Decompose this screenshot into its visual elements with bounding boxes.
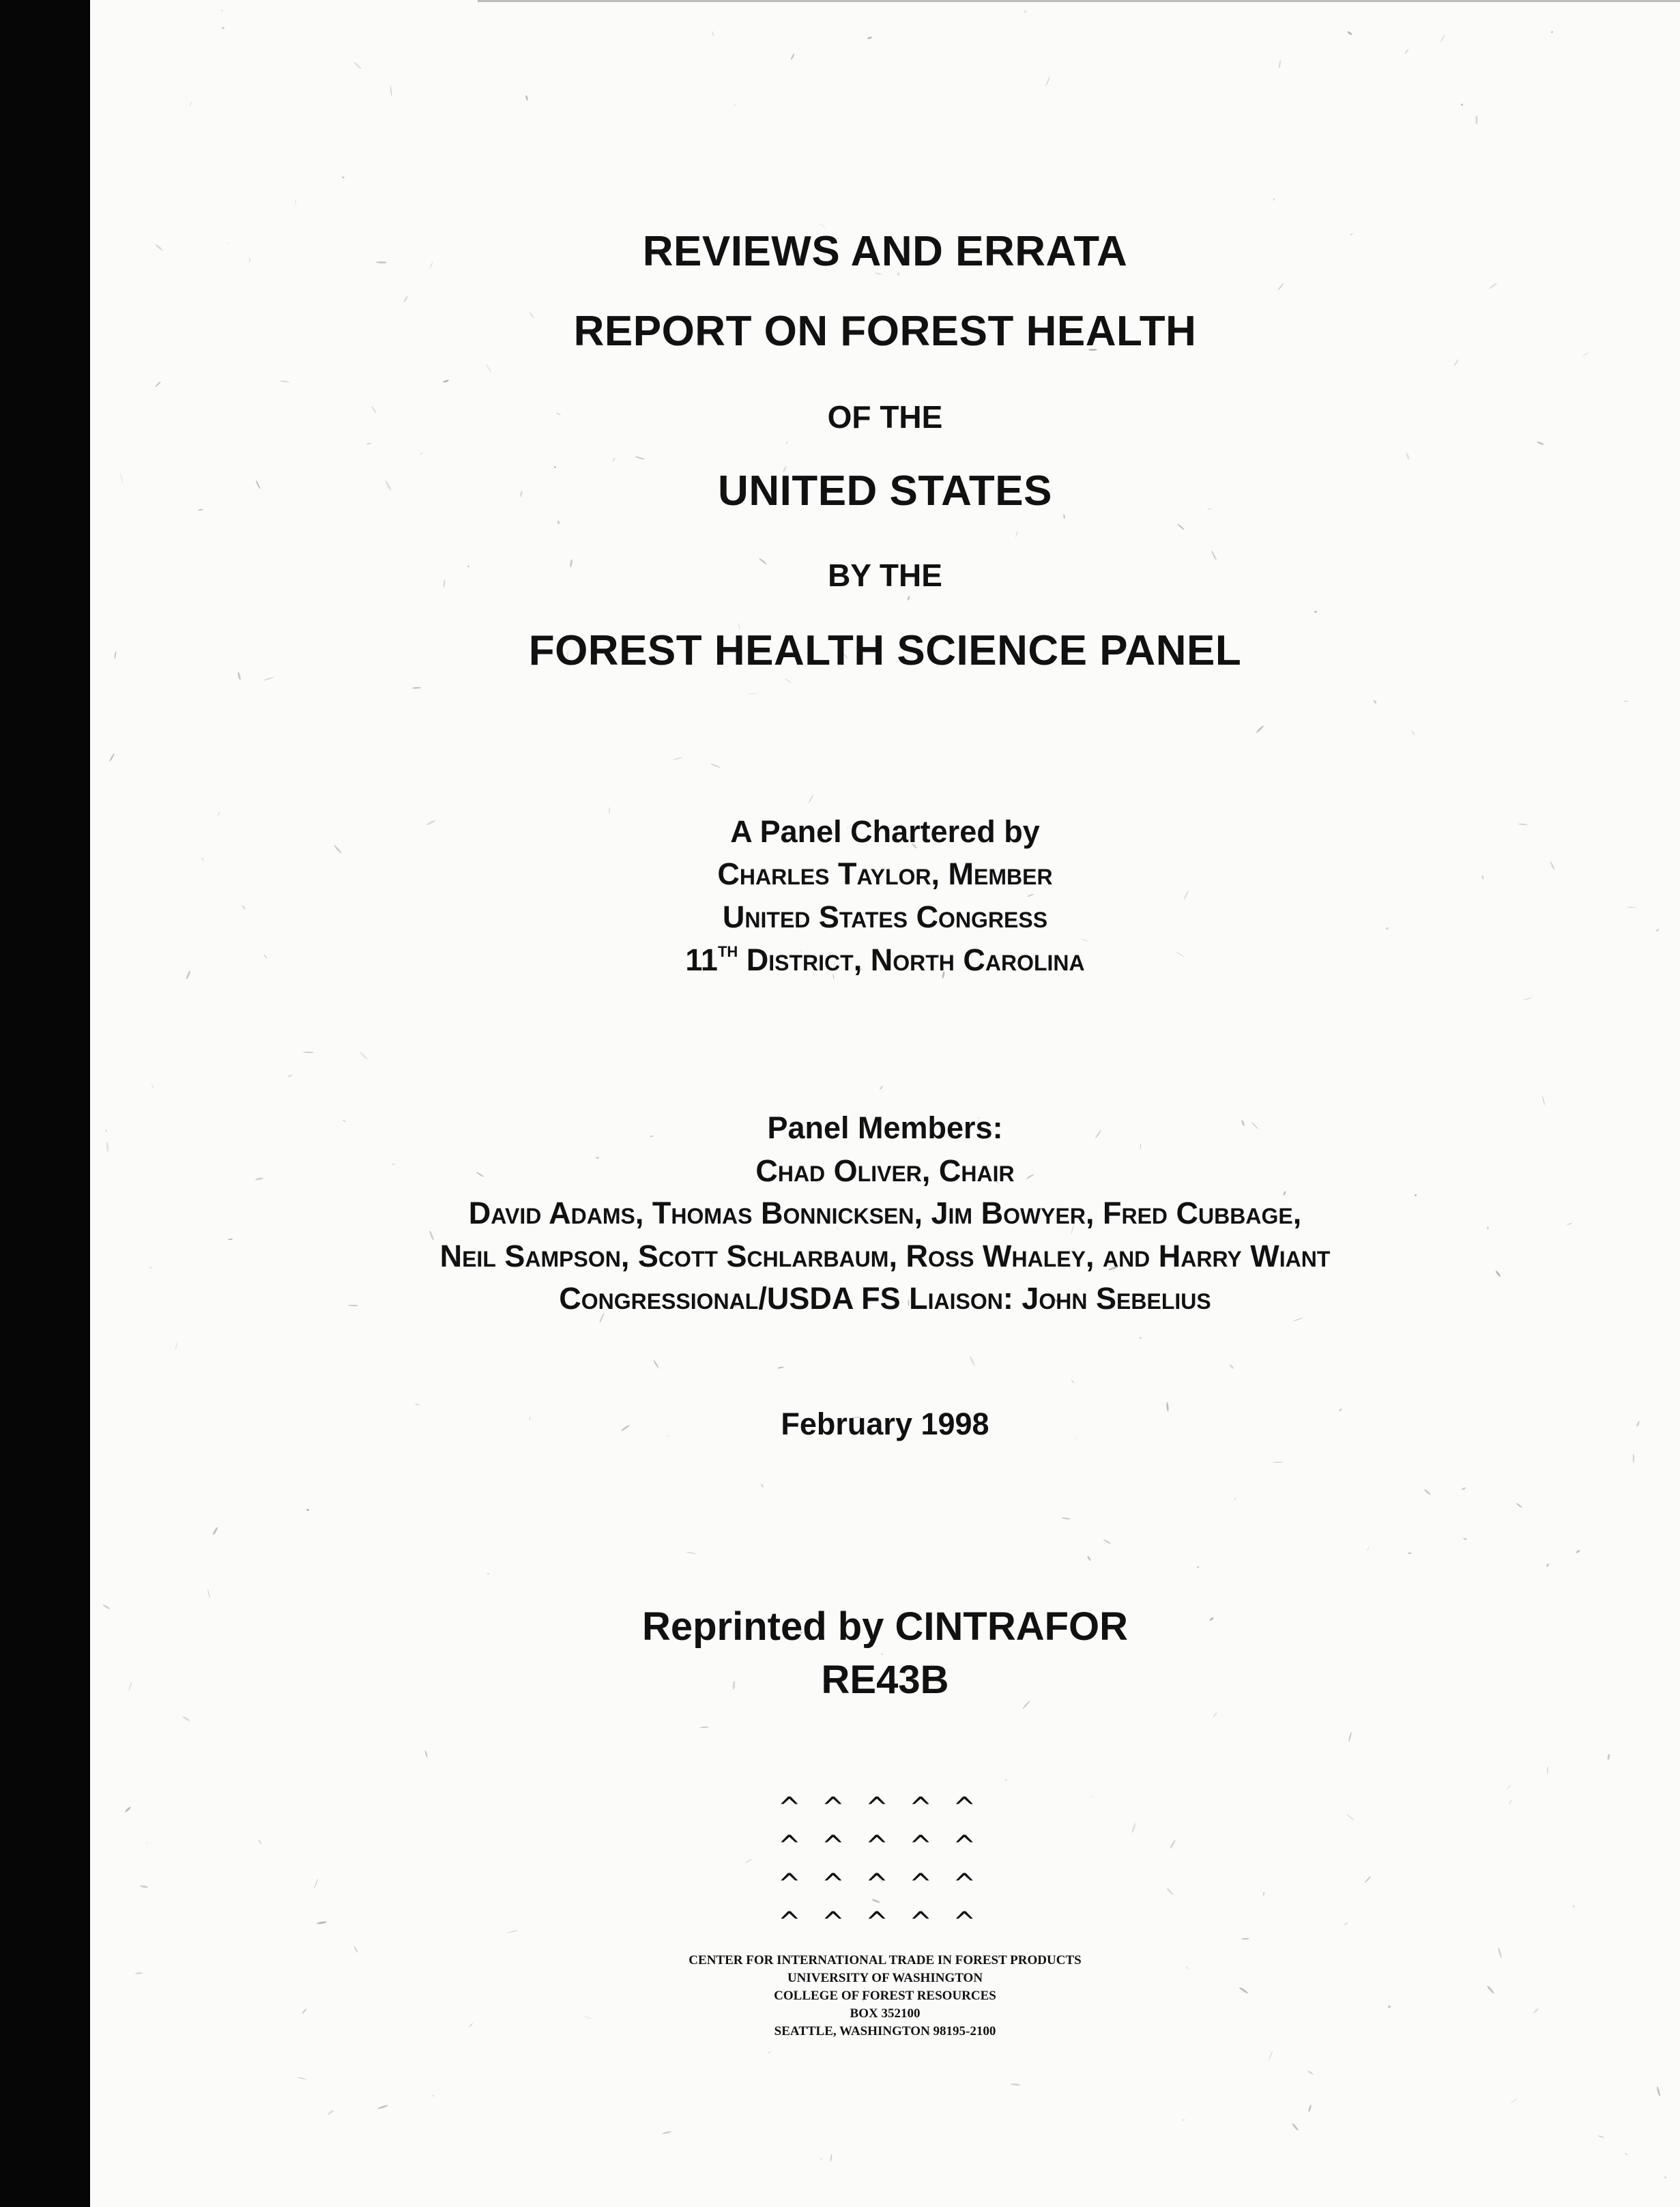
address-line-2: UNIVERSITY OF WASHINGTON xyxy=(787,1971,983,1985)
paper-speck xyxy=(1664,2176,1666,2178)
paper-speck xyxy=(1507,1785,1511,1790)
paper-speck xyxy=(303,1052,314,1054)
paper-speck xyxy=(432,2094,435,2096)
paper-speck xyxy=(710,763,721,768)
reprint-line-1: Reprinted by CINTRAFOR xyxy=(641,1604,1129,1649)
paper-speck xyxy=(790,53,795,61)
address-line-3: COLLEGE OF FOREST RESOURCES xyxy=(774,1989,996,2003)
address-line-4: BOX 352100 xyxy=(850,2006,921,2021)
paper-speck xyxy=(507,1930,518,1933)
paper-speck xyxy=(1411,730,1415,736)
charter-district xyxy=(90,942,1680,978)
paper-speck xyxy=(1213,1712,1217,1718)
paper-speck xyxy=(403,295,408,303)
paper-speck xyxy=(808,794,813,804)
paper-speck xyxy=(1229,1364,1234,1370)
paper-speck xyxy=(1140,1337,1142,1340)
paper-speck xyxy=(1024,10,1026,12)
paper-speck xyxy=(1169,1839,1176,1849)
paper-speck xyxy=(1344,1922,1348,1925)
paper-speck xyxy=(295,199,296,205)
caret-mark: ^ xyxy=(909,1907,932,1938)
district-suffix: TH xyxy=(717,943,738,960)
publication-date: February 1998 xyxy=(781,1407,989,1441)
paper-speck xyxy=(820,2158,822,2160)
paper-speck xyxy=(1279,59,1281,68)
paper-speck xyxy=(360,1052,368,1061)
title-line-3: OF THE xyxy=(827,399,943,435)
caret-mark: ^ xyxy=(865,1907,888,1938)
paper-speck xyxy=(1062,1517,1071,1520)
logo-row xyxy=(778,1792,976,1830)
paper-speck xyxy=(1291,2122,1299,2131)
paper-speck xyxy=(1406,452,1410,459)
paper-speck xyxy=(1027,893,1034,897)
paper-speck xyxy=(1542,1096,1545,1106)
paper-speck xyxy=(1460,103,1463,106)
paper-speck xyxy=(182,1716,190,1722)
paper-speck xyxy=(1277,283,1284,291)
paper-speck xyxy=(1408,1553,1412,1554)
address-line-5: SEATTLE, WASHINGTON 98195-2100 xyxy=(774,2024,996,2038)
panel-heading: Panel Members: xyxy=(767,1110,1003,1145)
title-line-4: UNITED STATES xyxy=(718,467,1052,515)
paper-speck xyxy=(314,1879,319,1889)
paper-speck xyxy=(907,596,910,601)
paper-speck xyxy=(1511,2098,1518,2103)
paper-speck xyxy=(830,2154,832,2162)
paper-speck xyxy=(221,10,223,12)
paper-speck xyxy=(146,1842,148,1844)
panel-chair: Chad Oliver, Chair xyxy=(755,1153,1015,1188)
paper-speck xyxy=(673,757,683,760)
paper-speck xyxy=(1404,49,1408,55)
caret-mark: ^ xyxy=(778,1830,801,1862)
paper-speck xyxy=(880,1086,884,1091)
paper-speck xyxy=(366,443,371,445)
paper-speck xyxy=(1256,725,1264,734)
paper-speck xyxy=(1197,1566,1199,1568)
caret-mark: ^ xyxy=(865,1792,888,1823)
paper-speck xyxy=(1576,1549,1581,1553)
paper-speck xyxy=(1177,523,1185,530)
paper-speck xyxy=(1103,1539,1111,1544)
paper-speck xyxy=(485,363,491,373)
paper-speck xyxy=(1045,76,1050,86)
paper-speck xyxy=(1347,31,1352,35)
paper-speck xyxy=(1462,1487,1466,1490)
paper-speck xyxy=(653,1359,659,1369)
cintrafor-logo xyxy=(778,1792,996,1945)
caret-mark: ^ xyxy=(778,1869,801,1900)
paper-speck xyxy=(1547,1766,1548,1774)
paper-speck xyxy=(1307,2105,1312,2112)
paper-speck xyxy=(1508,1799,1513,1806)
paper-speck xyxy=(1537,441,1544,446)
paper-speck xyxy=(881,1653,884,1656)
paper-speck xyxy=(1423,1489,1431,1496)
paper-speck xyxy=(1092,1795,1094,1797)
paper-speck xyxy=(777,1366,784,1369)
paper-speck xyxy=(207,1589,210,1599)
caret-mark: ^ xyxy=(865,1869,888,1900)
paper-speck xyxy=(557,521,560,525)
paper-speck xyxy=(867,36,873,40)
paper-speck xyxy=(1004,1779,1008,1781)
paper-speck xyxy=(969,1356,976,1367)
paper-speck xyxy=(222,27,225,29)
paper-speck xyxy=(155,381,161,387)
title-line-6: FOREST HEALTH SCIENCE PANEL xyxy=(528,627,1242,674)
paper-speck xyxy=(1166,1888,1174,1896)
scan-binding-edge xyxy=(0,0,90,2207)
paper-speck xyxy=(140,1885,148,1888)
address-line-1: CENTER FOR INTERNATIONAL TRADE IN FOREST PRODUCTS xyxy=(689,1953,1082,1967)
paper-speck xyxy=(712,31,714,37)
caret-mark: ^ xyxy=(953,1869,976,1900)
panel-members-line-2: Neil Sampson, Scott Schlarbaum, Ross Whaley, and Harry Wiant xyxy=(439,1239,1331,1273)
paper-speck xyxy=(175,1342,178,1350)
paper-speck xyxy=(1454,359,1459,366)
paper-speck xyxy=(1011,2083,1020,2086)
caret-mark: ^ xyxy=(953,1907,976,1938)
district-text: District, North Carolina xyxy=(738,942,1085,977)
paper-speck xyxy=(415,1403,420,1405)
paper-speck xyxy=(748,693,759,694)
charter-body: United States Congress xyxy=(722,899,1048,934)
title-line-5: BY THE xyxy=(828,558,942,593)
paper-speck xyxy=(744,1858,752,1864)
caret-mark: ^ xyxy=(822,1792,845,1823)
paper-speck xyxy=(1015,531,1018,538)
paper-speck xyxy=(686,1552,696,1554)
paper-speck xyxy=(1572,1905,1574,1908)
paper-speck xyxy=(1516,1503,1523,1509)
reprint-code: RE43B xyxy=(821,1658,949,1702)
paper-speck xyxy=(1623,701,1628,702)
scan-top-edge xyxy=(478,0,1680,2)
paper-speck xyxy=(420,452,423,455)
paper-speck xyxy=(1234,1497,1236,1500)
paper-speck xyxy=(1314,611,1317,614)
paper-speck xyxy=(1551,31,1553,33)
paper-speck xyxy=(700,1727,709,1729)
paper-speck xyxy=(109,753,115,762)
paper-speck xyxy=(1292,1317,1303,1321)
caret-mark: ^ xyxy=(909,1830,932,1862)
paper-speck xyxy=(1476,115,1478,125)
logo-row xyxy=(778,1869,976,1907)
caret-mark: ^ xyxy=(953,1792,976,1823)
paper-speck xyxy=(317,1921,327,1924)
paper-speck xyxy=(1489,283,1498,289)
paper-speck xyxy=(487,1573,489,1574)
paper-speck xyxy=(1364,1876,1371,1884)
paper-speck xyxy=(1373,699,1377,704)
caret-mark: ^ xyxy=(909,1792,932,1823)
caret-mark: ^ xyxy=(953,1830,976,1862)
paper-speck xyxy=(212,1527,218,1535)
paper-speck xyxy=(1523,997,1533,1000)
paper-speck xyxy=(287,1074,293,1078)
paper-speck xyxy=(1071,1380,1074,1383)
paper-speck xyxy=(635,456,645,460)
paper-speck xyxy=(306,1509,309,1511)
paper-speck xyxy=(1307,2071,1314,2075)
paper-speck xyxy=(612,457,615,462)
paper-speck xyxy=(1633,1454,1634,1463)
paper-speck xyxy=(1598,2135,1604,2138)
caret-mark: ^ xyxy=(865,1830,888,1862)
paper-speck xyxy=(1656,2086,1661,2096)
paper-speck xyxy=(1081,938,1088,942)
paper-speck xyxy=(258,1839,262,1845)
paper-speck xyxy=(342,176,345,179)
paper-speck xyxy=(390,85,392,96)
paper-speck xyxy=(1263,1892,1265,1896)
paper-speck xyxy=(412,687,421,689)
paper-speck xyxy=(189,101,192,107)
paper-speck xyxy=(151,1084,154,1088)
district-number: 11 xyxy=(685,942,718,977)
paper-speck xyxy=(124,1806,131,1813)
paper-speck xyxy=(443,379,449,384)
paper-speck xyxy=(377,2105,388,2110)
paper-speck xyxy=(786,441,787,444)
paper-speck xyxy=(424,1750,428,1757)
caret-mark: ^ xyxy=(778,1792,801,1823)
paper-speck xyxy=(263,676,274,680)
caret-mark: ^ xyxy=(909,1869,932,1900)
caret-mark: ^ xyxy=(822,1830,845,1862)
caret-mark: ^ xyxy=(822,1907,845,1938)
paper-speck xyxy=(1440,34,1445,42)
caret-mark: ^ xyxy=(822,1869,845,1900)
paper-speck xyxy=(1183,2119,1185,2120)
paper-speck xyxy=(353,61,361,69)
panel-liaison: Congressional/USDA FS Liaison: John Sebelius xyxy=(559,1281,1211,1316)
title-line-2: REPORT ON FOREST HEALTH xyxy=(573,308,1197,355)
paper-speck xyxy=(1273,198,1275,201)
charter-intro: A Panel Chartered by xyxy=(730,814,1040,849)
paper-speck xyxy=(1346,1814,1355,1821)
paper-speck xyxy=(1241,1938,1249,1940)
paper-speck xyxy=(1546,1563,1549,1568)
paper-speck xyxy=(1087,1555,1092,1561)
paper-speck xyxy=(785,678,792,684)
paper-speck xyxy=(525,95,529,101)
paper-speck xyxy=(1131,1823,1137,1833)
paper-speck xyxy=(1463,1538,1467,1540)
paper-speck xyxy=(761,1484,764,1488)
logo-row xyxy=(778,1907,976,1945)
paper-speck xyxy=(768,2051,770,2053)
logo-row xyxy=(778,1830,976,1869)
paper-speck xyxy=(327,2109,334,2116)
paper-speck xyxy=(734,104,736,106)
paper-speck xyxy=(298,2077,306,2079)
paper-speck xyxy=(1367,1547,1370,1551)
paper-speck xyxy=(1348,1731,1352,1742)
paper-speck xyxy=(1625,2153,1628,2156)
paper-speck xyxy=(280,380,289,383)
paper-speck xyxy=(1269,2051,1273,2061)
charter-name: Charles Taylor, Member xyxy=(717,856,1053,891)
paper-speck xyxy=(662,2131,671,2135)
caret-mark: ^ xyxy=(778,1907,801,1938)
panel-members-line-1: David Adams, Thomas Bonnicksen, Jim Bowyer, Fred Cubbage, xyxy=(468,1196,1302,1230)
title-line-1: REVIEWS AND ERRATA xyxy=(642,228,1128,275)
paper-speck xyxy=(1607,1754,1610,1760)
